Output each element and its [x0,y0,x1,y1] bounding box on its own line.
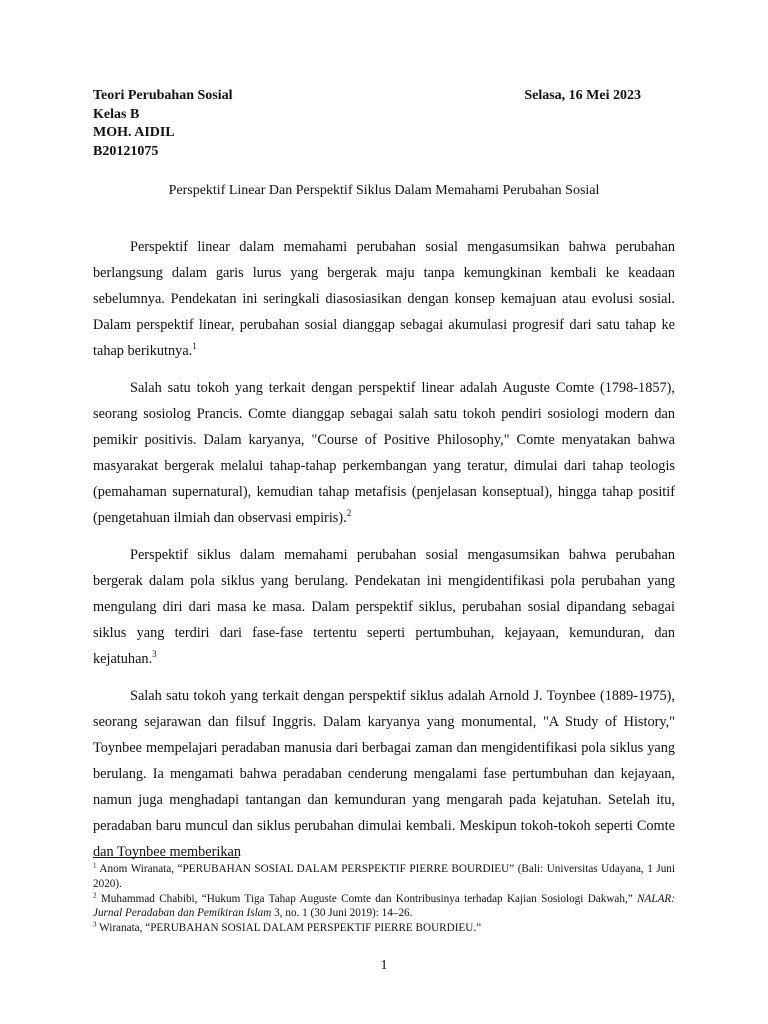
paragraph-text: Salah satu tokoh yang terkait dengan perspektif siklus adalah Arnold J. Toynbee (1889-1975), seorang sejarawan dan filsuf Inggris. Dalam karyanya yang monumental, "A Study of History," Toynbee mempelajari peradaban manusia dari berbagai zaman dan mengidentifikasi pola siklus yang berulang. Ia mengamati bahwa peradaban cenderung mengalami fase pertumbuhan dan kejayaan, namun juga menghadapi tantangan dan kemunduran yang mengarah pada kejatuhan. Setelah itu, peradaban baru muncul dan siklus perubahan dimulai kembali. Meskipun tokoh-tokoh seperti Comte dan Toynbee memberikan [93,688,675,860]
course-name: Teori Perubahan Sosial [93,88,233,103]
paragraph-text: Perspektif siklus dalam memahami perubahan sosial mengasumsikan bahwa perubahan bergerak dalam pola siklus yang berulang. Pendekatan ini mengidentifikasi pola perubahan yang mengulang diri dari masa ke masa. Dalam perspektif siklus, perubahan sosial dipandang sebagai siklus yang terdiri dari fase-fase tertentu seperti pertumbuhan, kejayaan, kemunduran, dan kejatuhan. [93,547,675,667]
footnote-number: 3 [93,920,97,929]
header-first-row [93,87,641,106]
footnote [93,892,675,922]
footnote-separator [93,857,239,858]
footnote-ref[interactable]: 3 [152,649,157,660]
paragraph [93,234,675,364]
footnote-ref[interactable]: 1 [192,341,197,352]
paragraph [93,375,675,531]
footnote-text: Wiranata, “PERUBAHAN SOSIAL DALAM PERSPEKTIF PIERRE BOURDIEU.” [99,922,482,935]
document-header [93,87,641,161]
journal-title: NALAR: Jurnal Peradaban dan Pemikiran Islam [93,892,675,920]
student-id: B20121075 [93,143,159,159]
student-name: MOH. AIDIL [93,125,175,140]
footnote-citation: 3, no. 1 (30 Juni 2019): 14–26. [271,907,413,920]
class-label: Kelas B [93,106,140,122]
footnote-text: Anom Wiranata, “PERUBAHAN SOSIAL DALAM PERSPEKTIF PIERRE BOURDIEU” (Bali: Universitas Udayana, 1 Juni 2020). [93,863,675,890]
footnote-number: 2 [93,890,97,899]
footnote-number: 1 [93,861,97,870]
document-body [93,234,675,876]
footnote-ref[interactable]: 2 [346,508,352,519]
footnote [93,862,675,892]
paragraph [93,683,675,865]
document-date: Selasa, 16 Mei 2023 [524,88,641,103]
paragraph-text: Perspektif linear dalam memahami perubahan sosial mengasumsikan bahwa perubahan berlangsung dalam garis lurus yang bergerak maju tanpa kemungkinan kembali ke keadaan sebelumnya. Pendekatan ini seringkali diasosiasikan dengan konsep kemajuan atau evolusi sosial. Dalam perspektif linear, perubahan sosial dianggap sebagai akumulasi progresif dari satu tahap ke tahap berikutnya. [93,239,675,359]
footnote [93,921,675,936]
document-title: Perspektif Linear Dan Perspektif Siklus Dalam Memahami Perubahan Sosial [168,183,600,198]
footnote-text: Muhammad Chabibi, “Hukum Tiga Tahap Auguste Comte dan Kontribusinya terhadap Kajian Sosiologi Dakwah,” [100,892,638,905]
paragraph-text: Salah satu tokoh yang terkait dengan perspektif linear adalah Auguste Comte (1798-1857), seorang sosiolog Prancis. Comte dianggap sebagai salah satu tokoh pendiri sosiologi modern dan pemikir positivis. Dalam karyanya, "Course of Positive Philosophy," Comte menyatakan bahwa masyarakat bergerak melalui tahap-tahap perkembangan yang teratur, dimulai dari tahap teologis (pemahaman supernatural), kemudian tahap metafisis (penjelasan konseptual), hingga tahap positif (pengetahuan ilmiah dan observasi empiris). [93,380,675,526]
footnotes [93,862,675,936]
page-number: 1 [380,958,388,973]
paragraph [93,542,675,672]
